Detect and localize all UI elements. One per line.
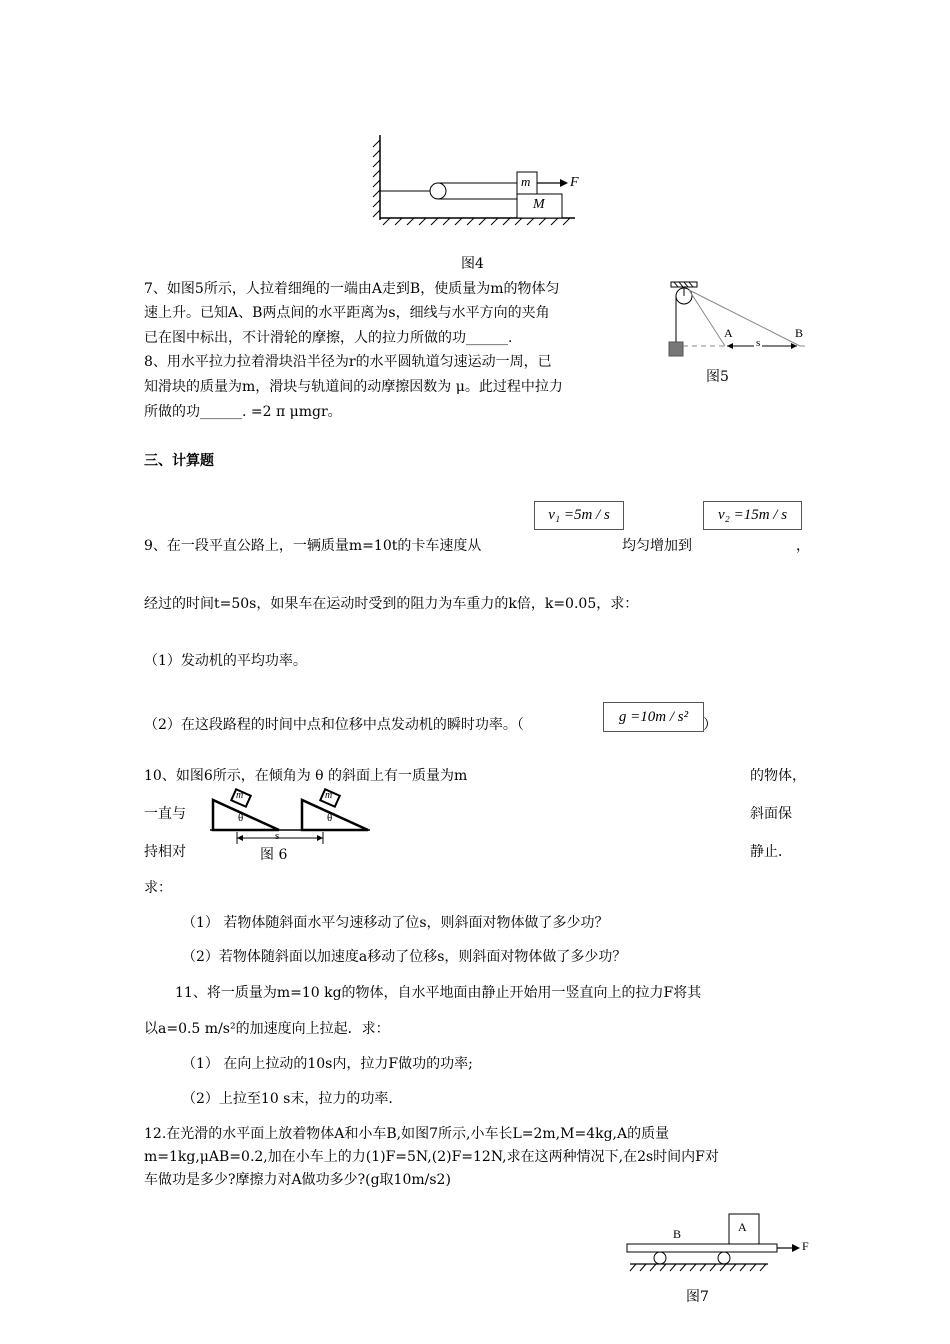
q11-sub2: （2）上拉至10 s末，拉力的功率. xyxy=(182,1091,393,1107)
q11-line2: 以a=0.5 m/s²的加速度向上拉起．求： xyxy=(144,1021,390,1037)
q7-line2: 速上升。已知A、B两点间的水平距离为s，细线与水平方向的夹角 xyxy=(144,305,550,321)
q10-line2-a: 一直与 xyxy=(144,806,186,822)
figure-4 xyxy=(370,130,590,230)
fig5-caption: 图5 xyxy=(706,369,729,385)
q9-line1-c: ， xyxy=(796,538,810,554)
q11-sub1: （1） 在向上拉动的10s内，拉力F做功的功率; xyxy=(182,1056,473,1072)
g-formula-box xyxy=(603,702,704,732)
q10-line4: 求： xyxy=(144,880,172,896)
q9-sub2-end: ） xyxy=(703,717,717,733)
figure-7 xyxy=(622,1210,812,1278)
q9-line2: 经过的时间t=50s，如果车在运动时受到的阻力为车重力的k倍，k=0.05，求： xyxy=(144,596,639,612)
v1-formula-box xyxy=(534,501,624,530)
g-formula: g =10m / s² xyxy=(618,708,689,725)
v2-formula: v₂ =15m / s xyxy=(717,507,788,523)
q12-line2: m=1kg,μAB=0.2,加在小车上的力(1)F=5N,(2)F=12N,求在这两种情况下,在2s时间内F对 xyxy=(144,1149,719,1165)
q10-line3-a: 持相对 xyxy=(144,844,186,860)
v2-formula-box xyxy=(703,501,802,530)
fig4-label-m: m xyxy=(521,174,531,189)
q12-line3: 车做功是多少?摩擦力对A做功多少?(g取10m/s2) xyxy=(144,1172,451,1188)
q9-sub1: （1）发动机的平均功率。 xyxy=(144,653,307,669)
q12-line1: 12.在光滑的水平面上放着物体A和小车B,如图7所示,小车长L=2m,M=4kg,A的质量 xyxy=(144,1126,670,1142)
fig6-label-s: s xyxy=(275,830,280,842)
q10-line1-b: 的物体， xyxy=(750,768,806,784)
q9-sub2: （2）在这段路程的时间中点和位移中点发动机的瞬时功率。（ xyxy=(144,717,524,733)
q9-line1-b: 均匀增加到 xyxy=(622,538,692,554)
q10-line1-a: 10、如图6所示，在倾角为 θ 的斜面上有一质量为m xyxy=(144,768,468,784)
fig7-label-F: F xyxy=(802,1239,809,1253)
q8-line1: 8、用水平拉力拉着滑块沿半径为r的水平圆轨道匀速运动一周，已 xyxy=(144,354,552,370)
q7-line1: 7、如图5所示，人拉着细绳的一端由A走到B，使质量为m的物体匀 xyxy=(144,281,560,297)
section-title: 三、计算题 xyxy=(144,453,214,469)
fig4-caption: 图4 xyxy=(461,256,484,272)
figure-5 xyxy=(665,280,810,360)
q10-sub2: （2）若物体随斜面以加速度a移动了位移s，则斜面对物体做了多少功？ xyxy=(182,949,627,965)
fig6-caption: 图 6 xyxy=(260,847,288,863)
fig7-label-B: B xyxy=(673,1227,682,1241)
q10-line3-b: 静止． xyxy=(750,844,792,860)
q10-line2-b: 斜面保 xyxy=(750,806,792,822)
q9-line1-a: 9、在一段平直公路上，一辆质量m=10t的卡车速度从 xyxy=(144,538,482,554)
fig6-label-theta1: θ xyxy=(238,812,244,824)
q8-line2: 知滑块的质量为m，滑块与轨道间的动摩擦因数为 μ。此过程中拉力 xyxy=(144,379,563,395)
fig7-label-A: A xyxy=(738,1220,747,1234)
q10-sub1: （1） 若物体随斜面水平匀速移动了位s，则斜面对物体做了多少功？ xyxy=(182,915,609,931)
fig4-label-M: M xyxy=(533,197,545,212)
v1-formula: v₁ =5m / s xyxy=(548,507,610,523)
q11-line1: 11、将一质量为m=10 kg的物体，自水平地面由静止开始用一竖直向上的拉力F将其 xyxy=(175,985,702,1001)
fig6-label-theta2: θ xyxy=(327,812,333,824)
fig6-label-m2: m xyxy=(325,790,333,801)
fig4-label-F: F xyxy=(570,175,579,190)
q7-line3: 已在图中标出，不计滑轮的摩擦，人的拉力所做的功______. xyxy=(144,330,513,346)
fig5-label-s: s xyxy=(756,337,761,349)
figure-6 xyxy=(205,788,375,850)
fig7-caption: 图7 xyxy=(686,1289,709,1305)
fig5-label-B: B xyxy=(795,326,804,340)
fig5-label-A: A xyxy=(724,326,733,340)
fig6-label-m1: m xyxy=(236,790,244,801)
q8-line3: 所做的功______. =2 π μmgr。 xyxy=(144,404,342,420)
